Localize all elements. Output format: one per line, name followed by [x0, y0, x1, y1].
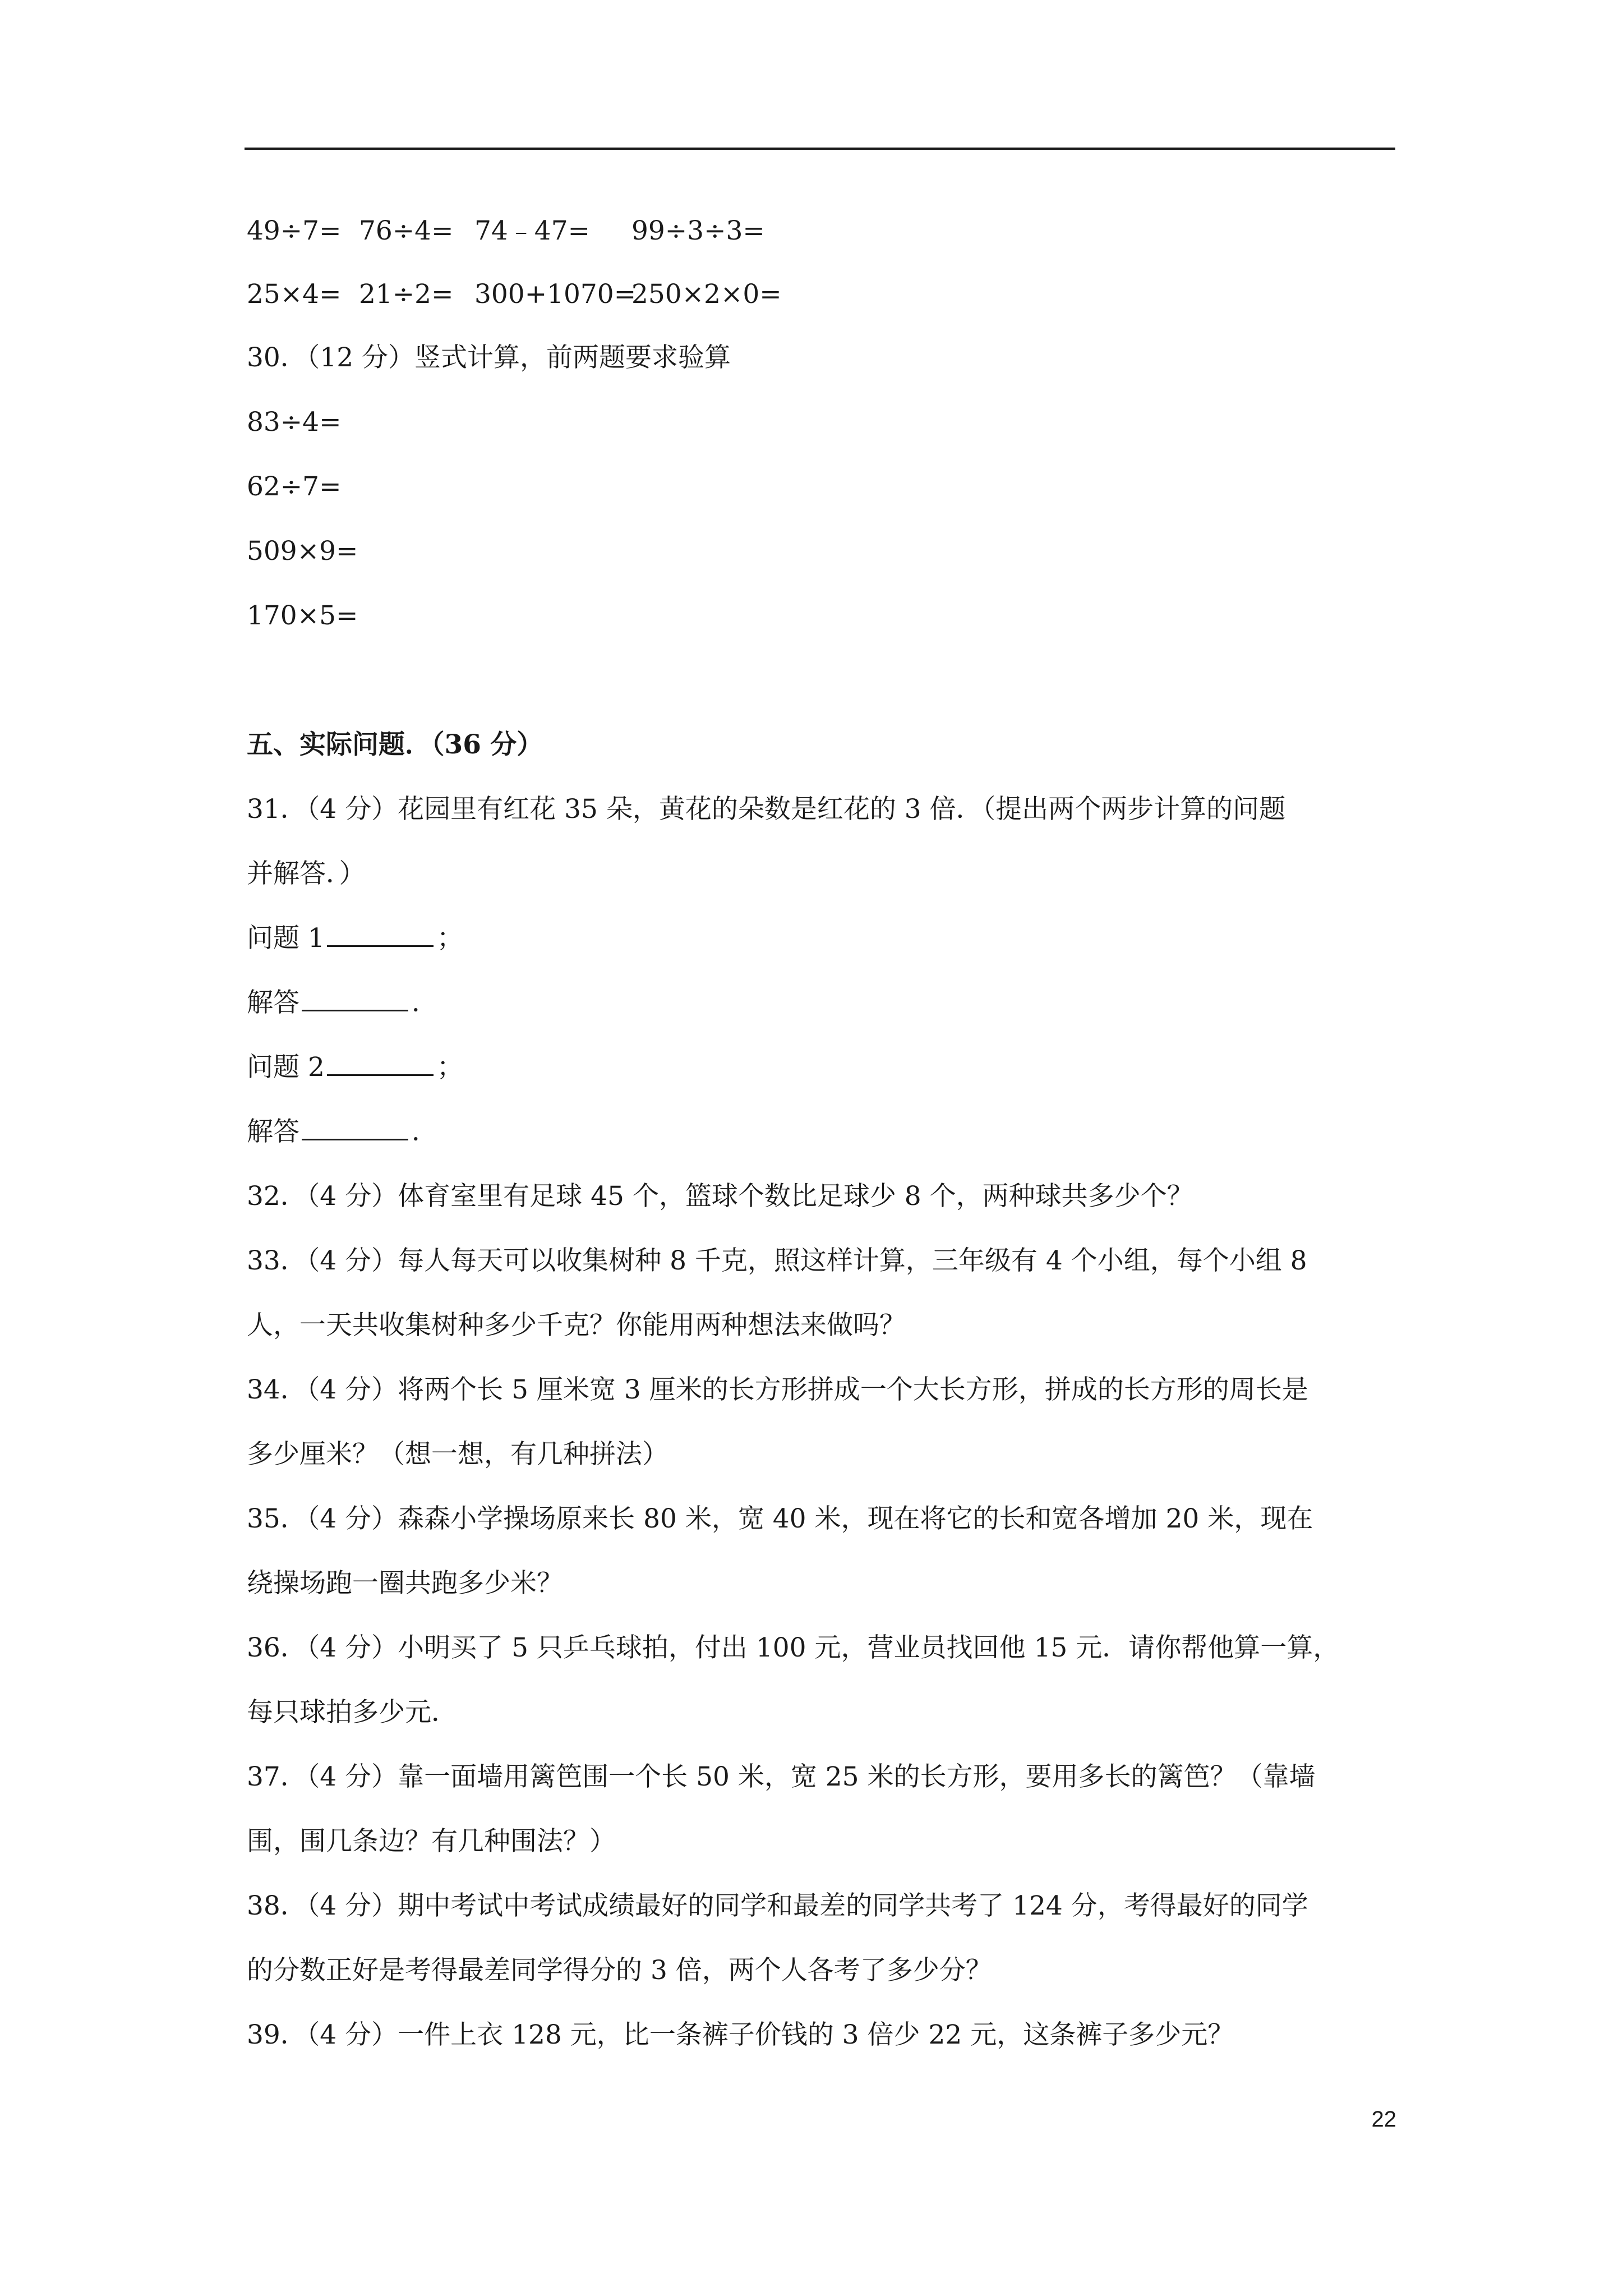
calc-item: 300+1070=: [474, 279, 637, 310]
question-37-line-2: 围，围几条边？有几种围法？）: [247, 1826, 616, 1857]
question-34-line-1: 34．（4 分）将两个长 5 厘米宽 3 厘米的长方形拼成一个大长方形，拼成的长方形的周长是: [247, 1374, 1308, 1405]
question-33-line-1: 33．（4 分）每人每天可以收集树种 8 千克，照这样计算，三年级有 4 个小组，每个小组 8: [247, 1245, 1307, 1276]
vertical-calc-item: 170×5=: [247, 600, 358, 631]
answer-blank[interactable]: [302, 987, 408, 1011]
vertical-calc-item: 62÷7=: [247, 471, 342, 502]
question-34-line-2: 多少厘米？（想一想，有几种拼法）: [247, 1439, 668, 1470]
question-38-line-1: 38．（4 分）期中考试中考试成绩最好的同学和最差的同学共考了 124 分，考得最好的同学: [247, 1890, 1308, 1921]
answer-label: 解答: [247, 1116, 299, 1147]
calc-item: 74﹣47=: [474, 215, 590, 246]
punctuation: ．: [412, 1116, 438, 1147]
question-31-answer-2: [247, 1114, 1396, 1150]
question-31-answer-1: [247, 985, 1396, 1021]
calc-item: 250×2×0=: [631, 279, 782, 310]
question-36-line-2: 每只球拍多少元．: [247, 1697, 458, 1728]
question-30-heading: 30．（12 分）竖式计算，前两题要求验算: [247, 342, 731, 373]
vertical-calc-item: 83÷4=: [247, 407, 342, 438]
question-31-problem-2: [247, 1050, 1396, 1085]
calc-item: 21÷2=: [359, 279, 454, 310]
section-title: 五、实际问题．（36 分）: [247, 729, 543, 760]
vertical-calc-item: 509×9=: [247, 536, 358, 567]
calc-item: 99÷3÷3=: [631, 215, 765, 246]
question-31-problem-1: [247, 921, 1396, 956]
question-32: 32．（4 分）体育室里有足球 45 个，篮球个数比足球少 8 个，两种球共多少个？: [247, 1181, 1193, 1212]
question-37-line-1: 37．（4 分）靠一面墙用篱笆围一个长 50 米，宽 25 米的长方形，要用多长的篱笆？（靠墙: [247, 1761, 1316, 1792]
calc-item: 25×4=: [247, 279, 342, 310]
mental-math-row-2: [247, 277, 1396, 312]
header-rule: [245, 148, 1395, 150]
question-39: 39．（4 分）一件上衣 128 元，比一条裤子价钱的 3 倍少 22 元，这条裤子多少元？: [247, 2019, 1234, 2050]
question-35-line-1: 35．（4 分）森森小学操场原来长 80 米，宽 40 米，现在将它的长和宽各增加 20 米，现在: [247, 1503, 1313, 1534]
mental-math-row-1: [247, 213, 1396, 249]
calc-item: 76÷4=: [359, 215, 454, 246]
calc-item: 49÷7=: [247, 215, 342, 246]
answer-blank[interactable]: [327, 923, 434, 947]
question-31-line-2: 并解答．）: [247, 858, 366, 889]
punctuation: ．: [412, 987, 438, 1018]
question-35-line-2: 绕操场跑一圈共跑多少米？: [247, 1568, 563, 1599]
question-33-line-2: 人，一天共收集树种多少千克？你能用两种想法来做吗？: [247, 1310, 906, 1341]
question-38-line-2: 的分数正好是考得最差同学得分的 3 倍，两个人各考了多少分？: [247, 1955, 992, 1986]
answer-label: 问题 1: [247, 923, 325, 954]
answer-blank[interactable]: [302, 1116, 408, 1140]
answer-label: 解答: [247, 987, 299, 1018]
answer-label: 问题 2: [247, 1052, 325, 1083]
answer-blank[interactable]: [327, 1052, 434, 1076]
punctuation: ；: [436, 1052, 463, 1083]
punctuation: ；: [436, 923, 463, 954]
page-number: 22: [1371, 2107, 1396, 2132]
question-31-line-1: 31．（4 分）花园里有红花 35 朵，黄花的朵数是红花的 3 倍．（提出两个两步计算的问题: [247, 794, 1286, 825]
question-36-line-1: 36．（4 分）小明买了 5 只乒乓球拍，付出 100 元，营业员找回他 15 元．请你帮他算一算，: [247, 1632, 1340, 1663]
